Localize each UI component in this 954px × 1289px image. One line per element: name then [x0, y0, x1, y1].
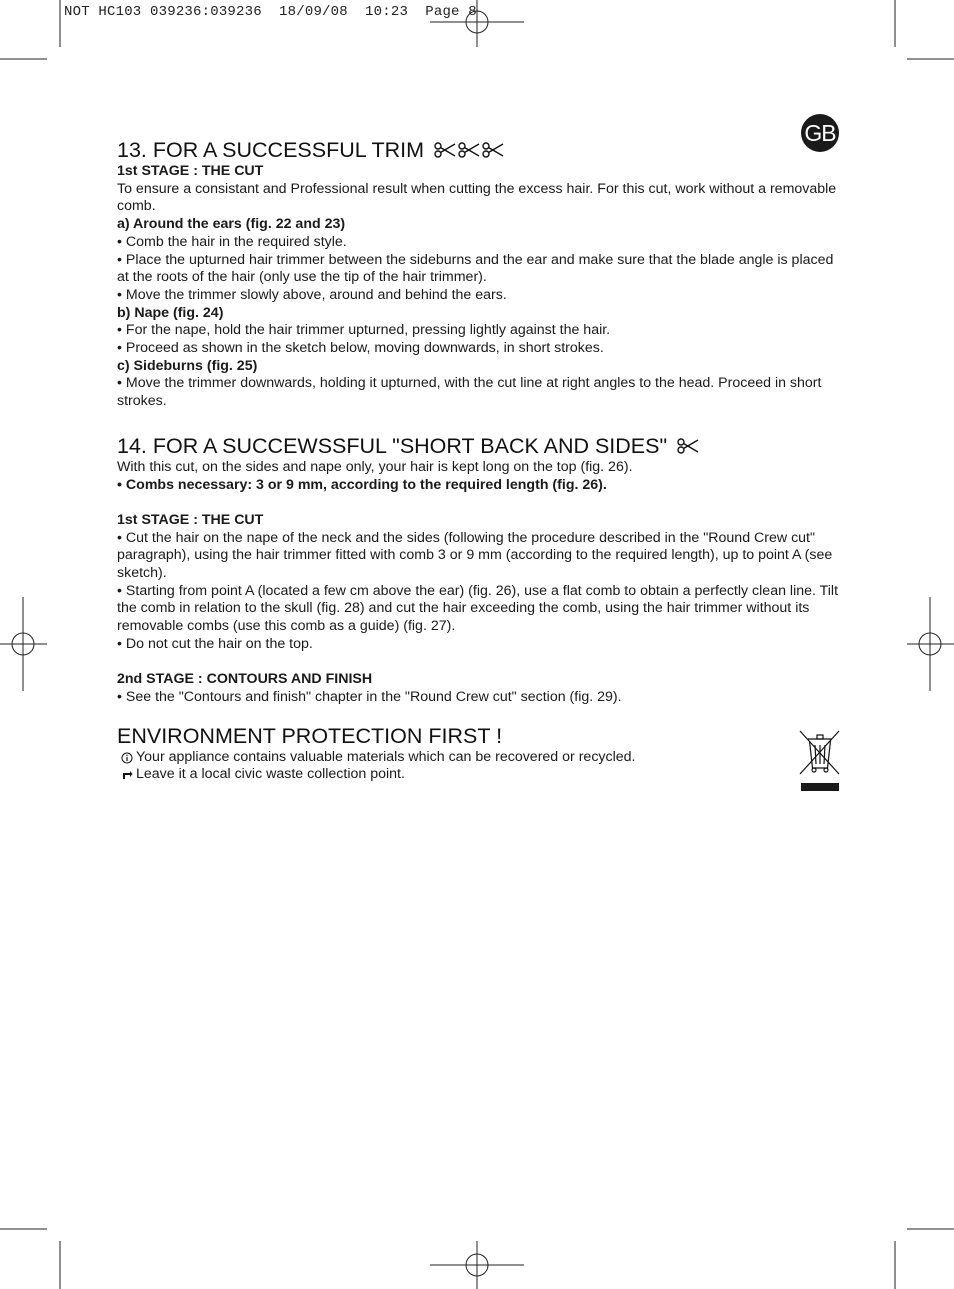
environment-title-text: ENVIRONMENT PROTECTION FIRST ! [117, 723, 503, 748]
list-item: • Place the upturned hair trimmer between the sideburns and the ear and make sure that the blade angle is placed at the roots of the hair (only use the tip of the hair trimmer). [117, 251, 834, 286]
section-13-c-heading: c) Sideburns (fig. 25) [117, 357, 258, 374]
list-item: • Proceed as shown in the sketch below, moving downwards, in short strokes. [117, 340, 604, 357]
section-13-title-text: 13. FOR A SUCCESSFUL TRIM [117, 138, 425, 162]
section-14-combs: • Combs necessary: 3 or 9 mm, according to the required length (fig. 26). [117, 476, 607, 493]
environment-line-1 [117, 749, 839, 767]
arrow-icon [118, 769, 136, 781]
info-icon [118, 752, 136, 764]
crossed-bin-icon [799, 730, 841, 792]
list-item: • Comb the hair in the required style. [117, 233, 347, 250]
section-14-title [117, 433, 839, 459]
page-content [117, 137, 839, 784]
section-13-a-heading: a) Around the ears (fig. 22 and 23) [117, 216, 346, 233]
environment-text-2: Leave it a local civic waste collection point. [136, 766, 405, 783]
list-item: • Cut the hair on the nape of the neck and the sides (following the procedure described in the "Round Crew cut" paragraph), using the hair trimmer fitted with comb 3 or 9 mm (according to the required length), up to point A (see sketch). [117, 529, 833, 582]
print-slug: NOT HC103 039236:039236 18/09/08 10:23 Page 8 [64, 4, 477, 20]
scissors-icon [434, 142, 504, 158]
section-14-intro: With this cut, on the sides and nape only, your hair is kept long on the top (fig. 26). [117, 458, 633, 475]
scissors-icon [677, 438, 699, 454]
environment-line-2 [117, 766, 839, 784]
environment-text-1: Your appliance contains valuable materials which can be recovered or recycled. [136, 748, 636, 765]
list-item: • Move the trimmer slowly above, around and behind the ears. [117, 286, 507, 303]
section-14-stage2-heading: 2nd STAGE : CONTOURS AND FINISH [117, 671, 373, 688]
list-item: • For the nape, hold the hair trimmer upturned, pressing lightly against the hair. [117, 322, 611, 339]
section-13-b-heading: b) Nape (fig. 24) [117, 304, 224, 321]
section-14-stage1-heading: 1st STAGE : THE CUT [117, 511, 264, 528]
list-item: • Do not cut the hair on the top. [117, 635, 313, 652]
section-13-title [117, 137, 839, 163]
list-item: • Starting from point A (located a few cm above the ear) (fig. 26), use a flat comb to obtain a perfectly clean line. Tilt the comb in relation to the skull (fig. 28) and cut the hair exceeding the comb, using the hair trimmer without its removable combs (use this comb as a guide) (fig. 27). [117, 582, 839, 635]
list-item: • See the "Contours and finish" chapter in the "Round Crew cut" section (fig. 29). [117, 688, 622, 705]
environment-title [117, 723, 839, 749]
language-badge: GB [801, 114, 839, 152]
list-item: • Move the trimmer downwards, holding it upturned, with the cut line at right angles to the head. Proceed in short strokes. [117, 375, 822, 410]
section-13-intro: To ensure a consistant and Professional result when cutting the excess hair. For this cut, work without a removable comb. [117, 180, 837, 215]
section-14-title-text: 14. FOR A SUCCEWSSFUL "SHORT BACK AND SIDES" [117, 433, 668, 458]
section-13-stage-heading: 1st STAGE : THE CUT [117, 163, 264, 179]
